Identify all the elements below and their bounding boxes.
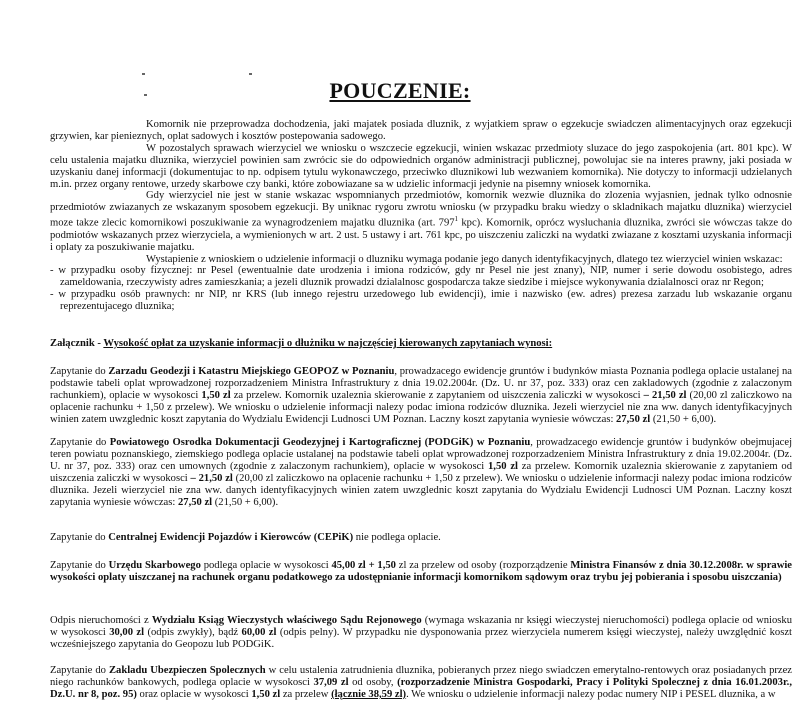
- intro-paragraph: W pozostalych sprawach wierzyciel we wniosku o wszczecie egzekucji, winien wskazac przedmioty sluzace do jego zaspokojenia (art. 801 kpc). W celu ustalenia majatku dluznika, wierzyciel powinien sam zwrócic sie do odpowiednich organów administracji publicznej, powolujac sie na interes prawny, jaki posiada w uzyskaniu danej informacji (dokumentujac to np. odpisem tytulu wykonawczego, przeciwko dluznikowi lub wezwaniem komornika). Nie dotyczy to informacji udzielanych m.in. przez organy rentowe, urzedy skarbowe czy banki, które zobowiazane sa w udzielic informacji jedynie na pisemny wniosek komornika.: [50, 142, 792, 190]
- section-odpis: [50, 615, 792, 651]
- text-span: 1,50 zl: [201, 389, 231, 401]
- text-span: (odpis pelny). W przypadku nie dysponowania przez wierzyciela numerem księgi wieczystej, należy uwzględnić koszt wcześniejszego zapytania do Geopozu lub PODGiK.: [50, 626, 792, 650]
- text-span: Załącznik -: [50, 338, 104, 349]
- text-span: Ministra Finansów z dnia 30.12.2008r. w sprawie wysokości oplaty uiszczanej na rachunek organu podatkowego za udostępnianie informacji komornikom sądowym oraz trybu jej pobierania i sposobu uiszczania): [50, 560, 793, 583]
- text-span: 1,50 zl: [488, 460, 518, 472]
- text-span: 45,00 zl + 1,50: [331, 560, 396, 571]
- text-span: (20,00 zl zaliczkowo na oplacenie rachunku + 1,50 z przelew). We wniosku o udzielenie informacji nalezy podac imiona rodziców dluznika. Jezeli wierzyciel nie zna ww. danych identyfikacyjnych winien zatem uwzglednic koszt zapytania do Wydzialu Ewidencji Ludnosci UM Poznan. Laczny koszt zapytania wyniesie wówczas:: [50, 389, 792, 425]
- text-span: za przelew: [280, 688, 332, 700]
- text-span: 60,00 zl: [241, 626, 277, 638]
- text-span: 1,50 zl: [251, 688, 281, 700]
- attachment-heading: [50, 338, 792, 350]
- text-span: Wysokość opłat za uzyskanie informacji o dłużniku w najczęściej kierowanych zapytaniach wynosi:: [103, 338, 553, 349]
- text-span: Zarzadu Geodezji i Katastru Miejskiego GEOPOZ w Poznaniu: [108, 366, 395, 377]
- text-span: . We wniosku o udzielenie informacji nalezy podac numery NIP i PESEL dluznika, a w: [406, 688, 776, 700]
- text-span: 27,50 zl: [616, 413, 651, 425]
- text-span: Zapytanie do: [50, 437, 110, 448]
- section-cepik: [50, 532, 792, 544]
- list-item: - w przypadku osoby fizycznej: nr Pesel (ewentualnie date urodzenia i imiona rodziców, gdy nr Pesel nie jest znany), NIP, numer i serie dowodu osobistego, adres zameldowania, rzeczywisty adres zamieszkania; a jezeli dluznik prowadzi dzialalnosc gospodarcza takze siedzibe i miejsce wykonywania dzialalnosci oraz nr Regon;: [50, 265, 792, 289]
- text-span: za przelew. Komornik uzaleznia skierowanie z zapytaniem od uiszczenia zaliczki w wysokosci: [50, 460, 792, 484]
- text-span: 30,00 zl: [109, 626, 145, 638]
- text-span: oraz oplacie w wysokosci: [136, 688, 252, 700]
- scan-artifact: [249, 73, 252, 75]
- text-span: (21,50 + 6,00).: [650, 413, 717, 425]
- text-span: 27,50 zl: [177, 496, 213, 508]
- document-title: POUCZENIE:: [329, 78, 471, 103]
- intro-section: [50, 119, 792, 313]
- text-span: kpc). Komornik, oprócz wysluchania dluznika, zwróci sie wówczas takze do podmiotów wskazanych przez wierzyciela, a wymienionych w art. 2 ust. 5 ustawy i art. 761 kpc, po uiszczeniu zaliczki na wydatki zwiazane z kosztami uzyskania informacji i oplaty za poszukiwanie majatku.: [50, 217, 793, 253]
- text-span: Zapytanie do: [50, 532, 109, 543]
- text-span: (łącznie 38,59 zl): [331, 688, 407, 700]
- section-podgik: [50, 437, 792, 508]
- list-item: - w przypadku osób prawnych: nr NIP, nr KRS (lub innego rejestru urzedowego lub ewidencji), imie i nazwisko (ew. adres) prezesa zarzadu lub wskazanie organu reprezentujacego dluznika;: [50, 289, 792, 313]
- text-span: Zapytanie do: [50, 366, 109, 377]
- intro-paragraph: [50, 190, 792, 253]
- text-span: (20,00 zl zaliczkowo na oplacenie rachunku + 1,50 z przelew). We wniosku o udzielenie informacji nalezy podac imiona rodziców dluznika. Jezeli wierzyciel nie zna ww. danych identyfikacyjnych winien zatem uwzglednic koszt zapytania do Wydzialu Ewidencji Ludnosci UM Poznan. Laczny koszt zapytania wyniesie wówczas:: [50, 472, 792, 508]
- text-span: w celu ustalenia zatrudnienia dluznika, pobieranych przez niego swiadczen emerytalno-rentowych oraz posiadanych przez niego rachunków bankowych, podlega oplacie w wysokosci: [50, 665, 792, 688]
- text-span: – 21,50 zl: [643, 389, 687, 401]
- section-urzad-skarbowy: [50, 560, 792, 584]
- text-span: Wydzialu Ksiąg Wieczystych właściwego Sądu Rejonowego: [151, 615, 422, 626]
- text-span: nie podlega oplacie.: [353, 532, 441, 543]
- text-span: – 21,50 zl: [190, 472, 233, 484]
- text-span: zl za przelew od osoby (rozporządzenie: [395, 560, 571, 571]
- text-span: Centralnej Ewidencji Pojazdów i Kierowców (CEPiK): [108, 532, 354, 543]
- text-span: , prowadzacego ewidencje gruntów i budynków obejmujacej teren powiatu poznanskiego, ziemskiego podlega oplacie ustalanej na podstawie tabeli oplat wprowadzonej rozporzadzeniem Ministra Infrastruktury z dnia 19.02.2004r. (Dz. U. nr 37, poz. 333) oraz cen umownych (zgodnie z zalaczonym rachunkiem), oplacie w wysokosci: [50, 437, 793, 472]
- text-span: Powiatowego Osrodka Dokumentacji Geodezyjnej i Kartograficznej (PODGiK) w Poznaniu: [109, 437, 531, 448]
- text-span: podlega oplacie w wysokosci: [200, 560, 332, 571]
- text-span: Zakladu Ubezpieczen Spolecznych: [108, 665, 266, 676]
- text-span: Gdy wierzyciel nie jest w stanie wskazac wspomnianych przedmiotów, komornik wezwie dluznika do zlozenia wyjasnien, jednak tylko odnosnie przedmiotów zwiazanych ze wskazanym sposobem egzekucji. By uniknac rygoru zwrotu wniosku (w przypadku braku wiedzy o skladnikach majatku dluznika) wierzyciel moze takze zlecic komornikowi poszukiwanie za wynagrodzeniem majatku dluznika (art. 797: [50, 190, 792, 229]
- text-span: , prowadzacego ewidencje gruntów i budynków miasta Poznania podlega oplacie ustalanej na podstawie tabeli oplat wprowadzonej rozporzadzeniem Ministra Infrastruktury z dnia 19.02.2004r. (Dz. U. nr 37, poz. 333) oraz cen zakladowych (zgodnie z zalaczonym rachunkiem), oplacie w wysokosci: [50, 366, 793, 401]
- text-span: (21,50 + 6,00).: [212, 496, 279, 508]
- scan-artifact: [142, 73, 145, 75]
- text-span: od osoby,: [348, 676, 398, 688]
- text-span: (odpis zwykły), bądź: [144, 626, 242, 638]
- intro-paragraph: Komornik nie przeprowadza dochodzenia, jaki majatek posiada dluznik, z wyjatkiem spraw o egzekucje swiadczen alimentacyjnych oraz egzekucji grzywien, kar pienieznych, oplat sadowych i kosztów postepowania sadowego.: [50, 119, 792, 142]
- text-span: (wymaga wskazania nr księgi wieczystej nieruchomości) podlega oplacie od wniosku w wysokosci: [50, 615, 792, 638]
- text-span: 1: [454, 215, 459, 224]
- text-span: Zapytanie do: [50, 560, 109, 571]
- text-span: Zapytanie do: [50, 665, 109, 676]
- text-span: za przelew. Komornik uzaleznia skierowanie z zapytaniem od uiszczenia zaliczki w wysokosci: [230, 389, 644, 401]
- intro-paragraph: Wystapienie z wnioskiem o udzielenie informacji o dluzniku wymaga podanie jego danych identyfikacyjnych, dlatego tez wierzyciel winien wskazac:: [146, 253, 783, 265]
- section-zus: [50, 665, 792, 701]
- text-span: Odpis nieruchomości z: [50, 615, 152, 626]
- text-span: (rozporzadzenie Ministra Gospodarki, Pracy i Polityki Spolecznej z dnia 16.01.2003r., Dz.U. nr 8, poz. 95): [50, 676, 792, 700]
- section-geopoz: [50, 366, 792, 426]
- text-span: 37,09 zl: [313, 676, 349, 688]
- text-span: Urzędu Skarbowego: [108, 560, 201, 571]
